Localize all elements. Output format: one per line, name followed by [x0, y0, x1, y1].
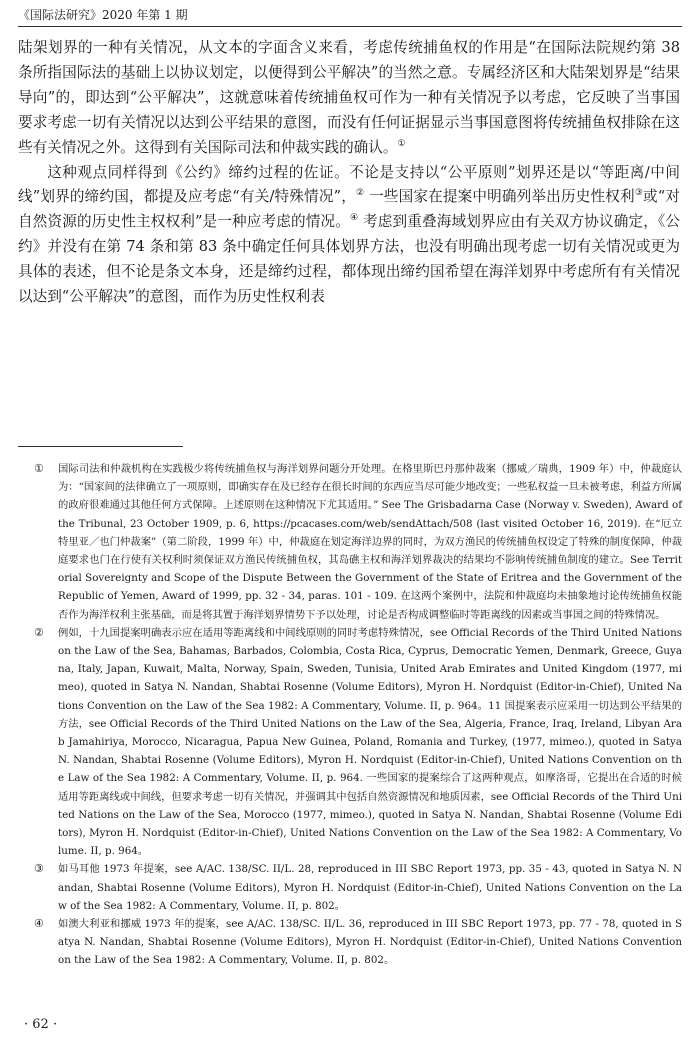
header-rule [18, 26, 682, 27]
footnote-mark: ③ [34, 862, 44, 876]
footnote-text: 如澳大利亚和挪威 1973 年的提案，see A/AC. 138/SC. II/L. 36, reproduced in III SBC Report 1973, pp. 77 - 78, quoted in Satya N. Nandan, Shabtai Rosenne (Volume Editors), Myron H. Nordquist (Editor-in-Chief), United Nations Convention on the Law of the Sea 1982: A Commentary, Volume. II, p. 802。 [58, 918, 682, 967]
paragraph-2-text-b: 一些国家在提案中明确列举出历史性权利 [364, 188, 635, 206]
footnote-4 [18, 915, 682, 970]
running-header [18, 4, 682, 26]
footnote-mark: ① [34, 462, 44, 475]
footnote-ref-3[interactable]: ③ [634, 188, 644, 199]
footnote-2 [18, 624, 682, 861]
footnote-1 [18, 460, 682, 624]
journal-title: 《国际法研究》2020 年第 1 期 [18, 8, 188, 22]
footnote-text: 如马耳他 1973 年提案，see A/AC. 138/SC. II/L. 28, reproduced in III SBC Report 1973, pp. 35 - 43, quoted in Satya N. Nandan, Shabtai Rosenne (Volume Editors), Myron H. Nordquist (Editor-in-Chief), United Nations Convention on the Law of the Sea 1982: A Commentary, Volume. II, p. 802。 [58, 863, 682, 912]
paragraph-1 [18, 36, 680, 161]
footnote-ref-2[interactable]: ② [355, 188, 365, 199]
footnote-ref-1[interactable]: ① [397, 138, 406, 149]
footnote-text: 例如，十九国提案明确表示应在适用等距离线和中间线原则的同时考虑特殊情况，see Official Records of the Third United Nations on the Law of the Sea, Bahamas, Barbados, Colombia, Costa Rica, Cyprus, Democratic Yemen, Denmark, Greece, Guyana, Italy, Japan, Kuwait, Malta, Norway, Spain, Sweden, Tunisia, United Arab Emirates and United Kingdom (1977, mimeo), quoted in Satya N. Nandan, Shabtai Rosenne (Volume Editors), Myron H. Nordquist (Editor-in-Chief), United Nations Convention on the Law of the Sea 1982: A Commentary, Volume. II, p. 964。11 国提案表示应采用一切达到公平结果的方法，see Official Records of the Third United Nations on the Law of the Sea, Algeria, France, Iraq, Ireland, Libyan Arab Jamahiriya, Morocco, Nicaragua, Papua New Guinea, Poland, Romania and Turkey, (1977, mimeo.), quoted in Satya N. Nandan, Shabtai Rosenne (Volume Editors), Myron H. Nordquist (Editor-in-Chief), United Nations Convention on the Law of the Sea 1982: A Commentary, Volume. II, p. 964. 一些国家的提案综合了这两种观点，如摩洛哥，它提出在合适的时候适用等距离线或中间线，但要求考虑一切有关情况，并强调其中包括自然资源情况和地质因素，see Official Records of the Third United Nations on the Law of the Sea, Morocco (1977, mimeo.), quoted in Satya N. Nandan, Shabtai Rosenne (Volume Editors), Myron H. Nordquist (Editor-in-Chief), United Nations Convention on the Law of the Sea 1982: A Commentary, Volume. II, p. 964。 [58, 626, 682, 858]
paragraph-2-text-a: 这种观点同样得到《公约》缔约过程的佐证。不论是支持以“公平原则”划界还是以“等距离/中间线”划界的缔约国，都提及应考虑“有关/特殊情况”， [18, 163, 680, 206]
footnote-mark: ④ [34, 917, 44, 931]
footnote-text: 国际司法和仲裁机构在实践极少将传统捕鱼权与海洋划界问题分开处理。在格里斯巴丹那仲裁案（挪威／瑞典，1909 年）中，仲裁庭认为：“国家间的法律确立了一项原则，即确实存在及已经存在很长时间的东西应当尽可能少地改变；一些私权益一旦未被考虑，利益方所属的政府很难通过其他任何方式保障。上述原则在这种情况下尤其适用。” See The Grisbadarna Case (Norway v. Sweden), Award of the Tribunal, 23 October 1909, p. 6, https://pcacases.com/web/sendAttach/508 (last visited October 16, 2019). 在“厄立特里亚／也门仲裁案”（第二阶段，1999 年）中，仲裁庭在划定海洋边界的同时，为双方渔民的传统捕鱼权设定了特殊的制度保障，仲裁庭要求也门在行使有关权利时须保证双方渔民传统捕鱼权，其岛礁主权和海洋划界裁决的结果均不影响传统捕鱼制度的建立。See Territorial Sovereignty and Scope of the Dispute Between the Government of the State of Eritrea and the Government of the Republic of Yemen, Award of 1999, pp. 32 - 34, paras. 101 - 109. 在这两个案例中，法院和仲裁庭均未抽象地讨论传统捕鱼权能否作为海洋权利主张基础，而是将其置于海洋划界情势下予以处理，讨论是否构成调整临时等距离线的因素或当事国之间的特殊情况。 [58, 463, 682, 621]
footnote-separator [18, 446, 183, 447]
paragraph-2-text-c: 或“对自然资源的历史性主权权利”是一种应考虑的情况。 [18, 188, 681, 231]
footnote-3 [18, 860, 682, 915]
footnote-mark: ② [34, 625, 44, 639]
paragraph-1-text: 陆架划界的一种有关情况，从文本的字面含义来看，考虑传统捕鱼权的作用是“在国际法院规约第 38 条所指国际法的基础上以协议划定，以便得到公平解决”的当然之意。专属经济区和大陆架划界是“结果导向”的，即达到“公平解决”，这就意味着传统捕鱼权可作为一种有关情况予以考虑，它反映了当事国要求考虑一切有关情况以达到公平结果的意图，而没有任何证据显示当事国意图将传统捕鱼权排除在这些有关情况之外。这得到有关国际司法和仲裁实践的确认。 [18, 39, 680, 156]
paragraph-2-text-d: 考虑到重叠海域划界应由有关双方协议确定，《公约》并没有在第 74 条和第 83 条中确定任何具体划界方法，也没有明确出现考虑一切有关情况或更为具体的表述，但不论是条文本身，还是缔约过程，都体现出缔约国希望在海洋划界中考虑所有有关情况以达到“公平解决”的意图，而作为历史性权利表 [18, 213, 681, 306]
page-number: · 62 · [24, 1017, 58, 1032]
footnote-ref-4[interactable]: ④ [350, 213, 359, 224]
footnotes [18, 460, 682, 970]
paragraph-2 [18, 161, 680, 310]
main-text [18, 36, 680, 310]
